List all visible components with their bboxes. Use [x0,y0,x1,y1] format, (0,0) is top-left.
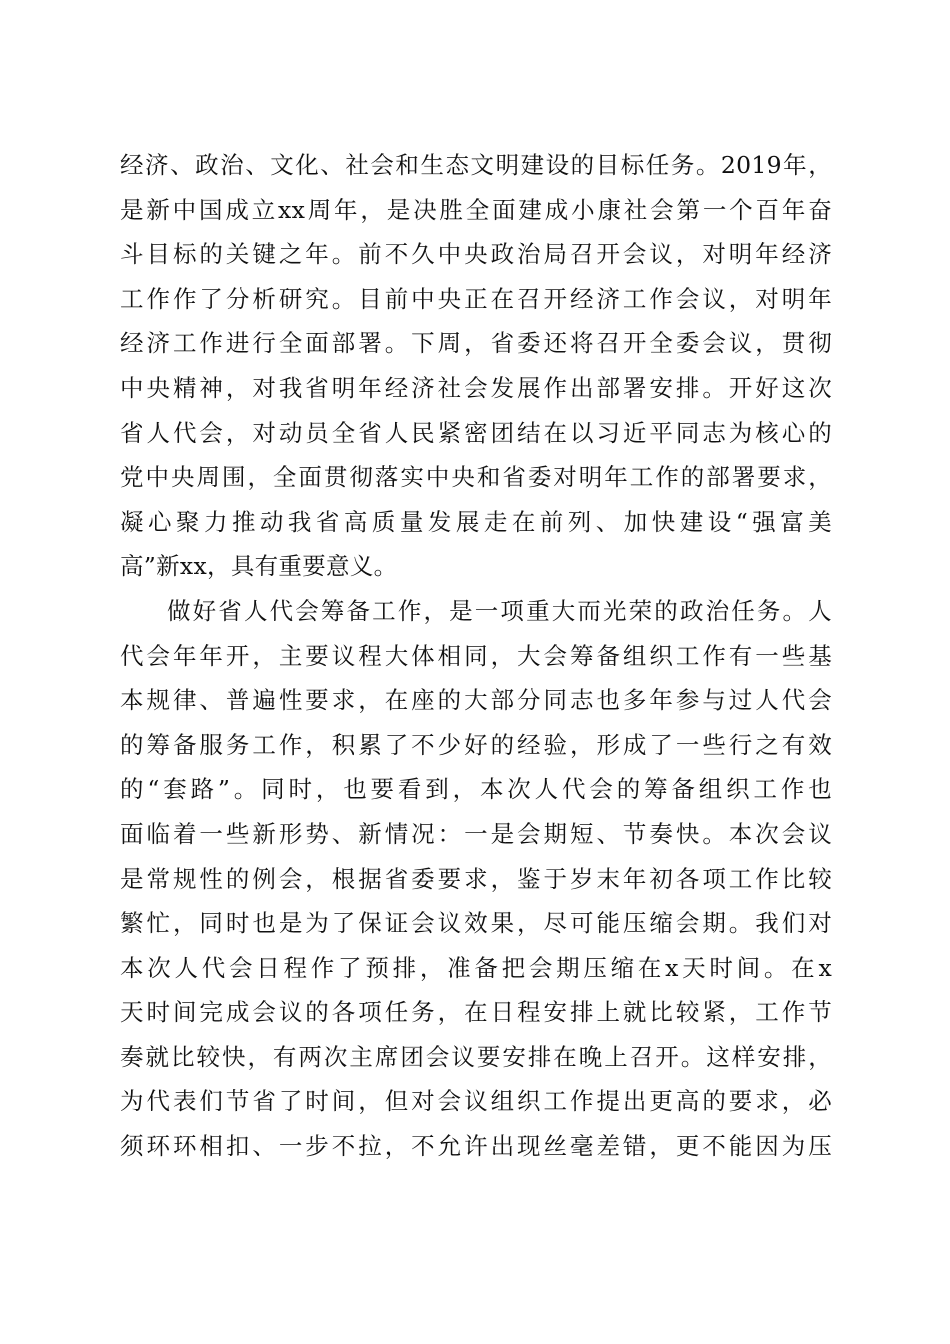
text-line: 奏就比较快，有两次主席团会议要安排在晚上召开。这样安排， [120,1042,832,1071]
text-line: 天时间完成会议的各项任务，在日程安排上就比较紧，工作节 [120,998,832,1027]
text-line: 凝心聚力推动我省高质量发展走在前列、加快建设“强富美 [120,507,832,536]
text-line: 做好省人代会筹备工作，是一项重大而光荣的政治任务。人 [167,596,832,625]
text-line: 省人代会，对动员全省人民紧密团结在以习近平同志为核心的 [120,418,832,447]
text-line: 的“套路”。同时，也要看到，本次人代会的筹备组织工作也 [120,775,832,804]
text-line: 是新中国成立xx周年，是决胜全面建成小康社会第一个百年奋 [120,195,832,224]
text-line: 本规律、普遍性要求，在座的大部分同志也多年参与过人代会 [120,686,832,715]
text-line: 经济工作进行全面部署。下周，省委还将召开全委会议，贯彻 [120,329,832,358]
text-line: 本次人代会日程作了预排，准备把会期压缩在x天时间。在x [120,953,832,982]
document-body [120,143,832,1169]
paragraph-2 [120,589,832,1169]
text-line: 面临着一些新形势、新情况：一是会期短、节奏快。本次会议 [120,819,832,848]
text-line: 是常规性的例会，根据省委要求，鉴于岁末年初各项工作比较 [120,864,832,893]
text-line: 斗目标的关键之年。前不久中央政治局召开会议，对明年经济 [120,240,832,269]
text-line: 中央精神，对我省明年经济社会发展作出部署安排。开好这次 [120,373,832,402]
text-line: 的筹备服务工作，积累了不少好的经验，形成了一些行之有效 [120,730,832,759]
text-line: 繁忙，同时也是为了保证会议效果，尽可能压缩会期。我们对 [120,909,832,938]
text-line: 经济、政治、文化、社会和生态文明建设的目标任务。2019年， [120,151,832,179]
text-line: 为代表们节省了时间，但对会议组织工作提出更高的要求，必 [120,1087,832,1116]
text-line: 党中央周围，全面贯彻落实中央和省委对明年工作的部署要求， [120,463,832,492]
text-line: 高”新xx，具有重要意义。 [120,552,398,581]
text-line: 工作作了分析研究。目前中央正在召开经济工作会议，对明年 [120,284,832,313]
text-line: 代会年年开，主要议程大体相同，大会筹备组织工作有一些基 [120,641,832,670]
paragraph-1 [120,143,832,589]
text-line: 须环环相扣、一步不拉，不允许出现丝毫差错，更不能因为压 [120,1132,832,1161]
